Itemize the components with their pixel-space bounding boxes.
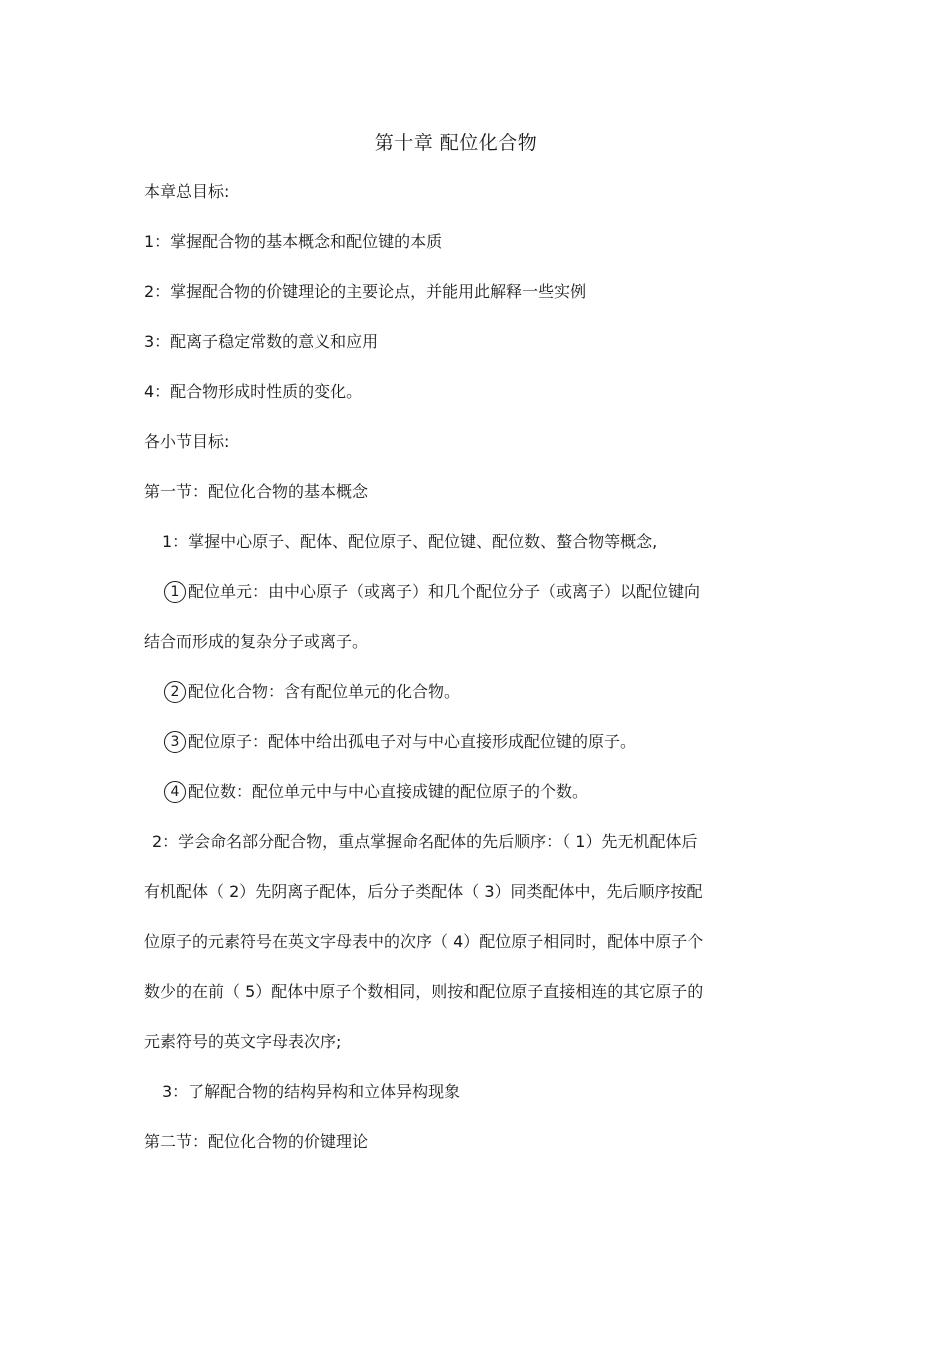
- chapter-goal-2: 2：掌握配合物的价键理论的主要论点，并能用此解释一些实例: [144, 282, 587, 301]
- chapter-goal-1: 1：掌握配合物的基本概念和配位键的本质: [144, 232, 443, 251]
- definition-1-continuation: 结合而形成的复杂分子或离子。: [144, 632, 369, 651]
- page-title: 第十章 配位化合物: [374, 132, 538, 154]
- section-goals-heading: 各小节目标:: [144, 432, 230, 451]
- section1-item2-line-4: 数少的在前（ 5）配体中原子个数相同，则按和配位原子直接相连的其它原子的: [144, 982, 704, 1001]
- circled-number-2: 2: [164, 681, 186, 703]
- circled-number-1: 1: [164, 581, 186, 603]
- section1-item2-line-5: 元素符号的英文字母表次序;: [144, 1032, 342, 1051]
- section2-heading: 第二节：配位化合物的价键理论: [144, 1132, 369, 1151]
- definition-1-text: 配位单元：由中心原子（或离子）和几个配位分子（或离子）以配位键向: [188, 582, 701, 601]
- definition-1: [164, 580, 700, 604]
- section1-item3: 3：了解配合物的结构异构和立体异构现象: [162, 1082, 461, 1101]
- definition-2-text: 配位化合物：含有配位单元的化合物。: [188, 682, 461, 701]
- circled-number-3: 3: [164, 731, 186, 753]
- definition-4: [164, 780, 588, 804]
- definition-3: [164, 730, 636, 754]
- circled-number-4: 4: [164, 781, 186, 803]
- chapter-goal-3: 3：配离子稳定常数的意义和应用: [144, 332, 379, 351]
- definition-3-text: 配位原子：配体中给出孤电子对与中心直接形成配位键的原子。: [188, 732, 637, 751]
- chapter-goal-4: 4：配合物形成时性质的变化。: [144, 382, 363, 401]
- section1-item2-line-1: 2：学会命名部分配合物，重点掌握命名配体的先后顺序：（ 1）先无机配体后: [152, 832, 698, 851]
- section1-item2-line-2: 有机配体（ 2）先阴离子配体，后分子类配体（ 3）同类配体中，先后顺序按配: [144, 882, 703, 901]
- section1-item2-line-3: 位原子的元素符号在英文字母表中的次序（ 4）配位原子相同时，配体中原子个: [144, 932, 704, 951]
- section1-item1: 1：掌握中心原子、配体、配位原子、配位键、配位数、螯合物等概念,: [162, 532, 658, 551]
- definition-2: [164, 680, 460, 704]
- definition-4-text: 配位数：配位单元中与中心直接成键的配位原子的个数。: [188, 782, 589, 801]
- chapter-goals-heading: 本章总目标:: [144, 182, 230, 201]
- section1-heading: 第一节：配位化合物的基本概念: [144, 482, 369, 501]
